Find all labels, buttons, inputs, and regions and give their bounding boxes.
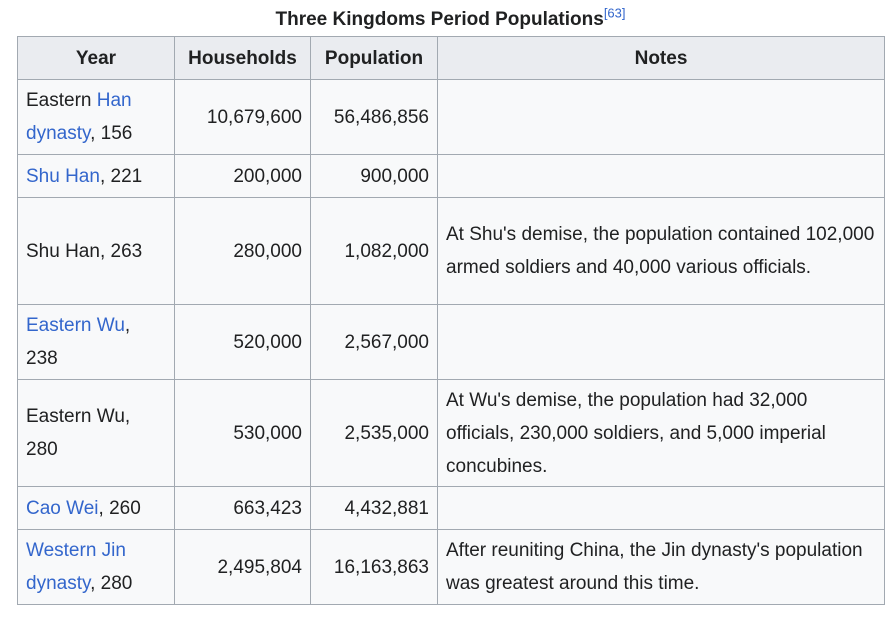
notes-cell (438, 305, 885, 380)
households-cell: 10,679,600 (175, 80, 311, 155)
households-cell: 530,000 (175, 380, 311, 487)
year-suffix: , 238 (26, 315, 131, 369)
notes-cell: At Shu's demise, the population contained 102,000 armed soldiers and 40,000 various officials. (438, 198, 885, 305)
population-cell: 900,000 (311, 155, 438, 198)
households-cell: 663,423 (175, 487, 311, 530)
notes-cell (438, 80, 885, 155)
notes-cell: After reuniting China, the Jin dynasty's population was greatest around this time. (438, 530, 885, 605)
households-cell: 280,000 (175, 198, 311, 305)
year-suffix: , 280 (90, 573, 133, 594)
table-row (18, 487, 885, 530)
year-cell (18, 305, 175, 380)
notes-cell (438, 487, 885, 530)
western-jin-dynasty-link[interactable]: Western Jin dynasty (26, 540, 126, 594)
year-cell: Shu Han, 263 (18, 198, 175, 305)
population-cell: 56,486,856 (311, 80, 438, 155)
population-cell: 2,535,000 (311, 380, 438, 487)
table-row (18, 155, 885, 198)
year-cell: Eastern Wu, 280 (18, 380, 175, 487)
year-suffix: , 260 (98, 497, 141, 519)
year-cell (18, 530, 175, 605)
header-population: Population (311, 37, 438, 80)
notes-cell: At Wu's demise, the population had 32,000 officials, 230,000 soldiers, and 5,000 imperial concubines. (438, 380, 885, 487)
year-prefix: Eastern (26, 90, 97, 111)
population-cell: 16,163,863 (311, 530, 438, 605)
table-row (18, 80, 885, 155)
table-row (18, 198, 885, 305)
households-cell: 200,000 (175, 155, 311, 198)
population-table (17, 36, 885, 605)
table-caption (17, 6, 884, 36)
header-row (18, 37, 885, 80)
cao-wei-link[interactable]: Cao Wei (26, 497, 99, 519)
year-suffix: , 221 (99, 165, 143, 187)
population-cell: 4,432,881 (311, 487, 438, 530)
table-row (18, 530, 885, 605)
header-notes: Notes (438, 37, 885, 80)
han-dynasty-link[interactable]: Han dynasty (26, 90, 132, 144)
eastern-wu-link[interactable]: Eastern Wu (26, 315, 125, 336)
population-table-container (17, 6, 884, 605)
table-row (18, 380, 885, 487)
households-cell: 2,495,804 (175, 530, 311, 605)
year-cell (18, 155, 175, 198)
year-cell (18, 487, 175, 530)
header-households: Households (175, 37, 311, 80)
notes-cell (438, 155, 885, 198)
population-cell: 2,567,000 (311, 305, 438, 380)
population-cell: 1,082,000 (311, 198, 438, 305)
year-suffix: , 156 (90, 123, 133, 144)
year-cell (18, 80, 175, 155)
header-year: Year (18, 37, 175, 80)
households-cell: 520,000 (175, 305, 311, 380)
shu-han-link[interactable]: Shu Han (26, 165, 100, 187)
caption-text: Three Kingdoms Period Populations (275, 9, 604, 30)
table-row (18, 305, 885, 380)
citation-ref-link[interactable]: [63] (603, 5, 626, 21)
